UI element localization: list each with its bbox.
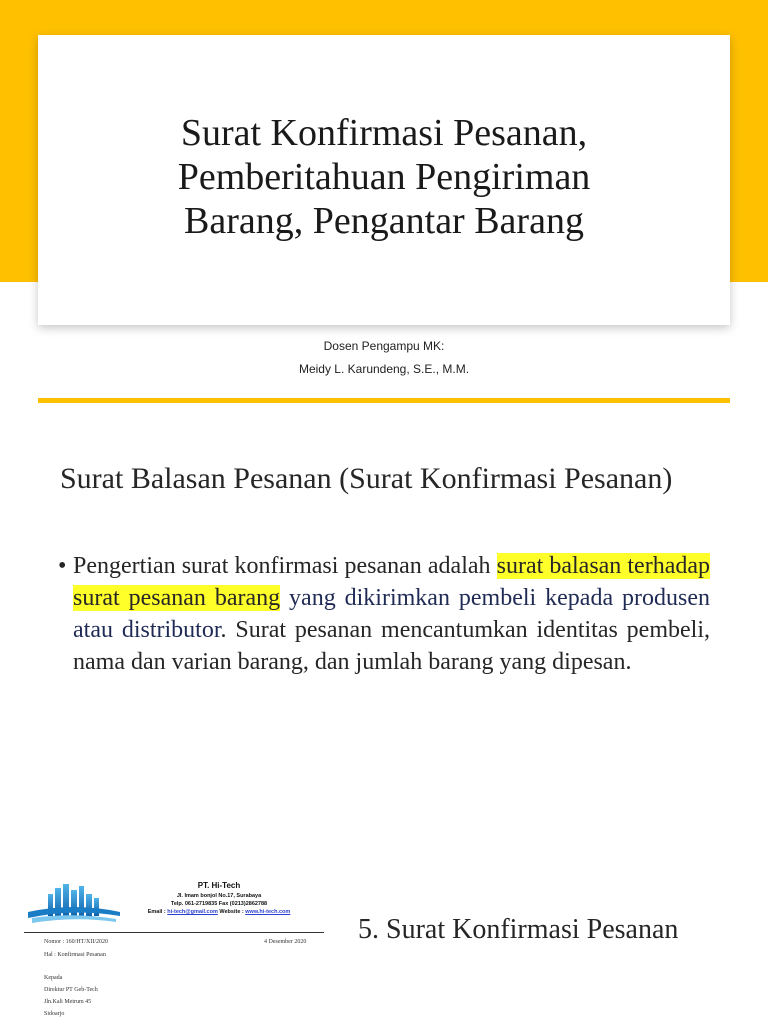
slide-title-5: 5. Surat Konfirmasi Pesanan bbox=[358, 914, 679, 945]
company-logo-icon bbox=[26, 882, 122, 926]
bullet-icon: • bbox=[58, 553, 67, 579]
slide-heading: Surat Balasan Pesanan (Surat Konfirmasi Pesanan) bbox=[60, 462, 673, 495]
bullet-text bbox=[73, 550, 710, 678]
email-label: Email : bbox=[147, 909, 168, 915]
company-contact bbox=[124, 908, 314, 916]
letter-date: 4 Desember 2020 bbox=[264, 939, 307, 945]
letter-subject: Hal : Konfirmasi Pesanan bbox=[44, 952, 106, 958]
bullet-text-part3: . Surat pesanan mencantumkan identitas pembeli, nama dan varian barang, dan jumlah barang yang dipesan. bbox=[73, 617, 710, 675]
company-address: Jl. Imam bonjol No.17, Surabaya bbox=[176, 893, 262, 899]
letter-city: Sidoarjo bbox=[44, 1011, 65, 1017]
title-slide bbox=[0, 0, 768, 420]
highlighted-text: surat balasan terhadap surat pesanan barang bbox=[73, 553, 711, 611]
title-card bbox=[38, 35, 730, 325]
company-phone: Telp. 061-2719835 Fax (0213)2862788 bbox=[170, 901, 268, 907]
bullet-text-part2: yang dikirimkan pembeli kepada produsen atau distributor bbox=[73, 585, 711, 643]
lecturer-name: Meidy L. Karundeng, S.E., M.M. bbox=[298, 362, 470, 376]
letter-number: Nomor : 160/HT/XII/2020 bbox=[44, 939, 108, 945]
bullet-block bbox=[58, 550, 710, 678]
lecturer-label: Dosen Pengampu MK: bbox=[323, 339, 445, 353]
content-slide bbox=[0, 420, 768, 840]
slide-title: Surat Konfirmasi Pesanan, Pemberitahuan Pengiriman Barang, Pengantar Barang bbox=[177, 112, 591, 242]
letter-kepada: Kepada bbox=[44, 975, 63, 981]
letter-image bbox=[16, 876, 328, 1024]
email-link: hi-tech@gmail.com bbox=[167, 909, 218, 915]
letter-recipient: Direktur PT Geb-Tech bbox=[44, 987, 98, 993]
website-label: Website : bbox=[217, 909, 246, 915]
letterhead-rule bbox=[24, 932, 324, 933]
website-link: www.hi-tech.com bbox=[245, 909, 291, 915]
yellow-divider bbox=[38, 398, 730, 403]
letter-street: Jln.Kali Metrum 45 bbox=[44, 999, 92, 1005]
bullet-text-part1: Pengertian surat konfirmasi pesanan adalah bbox=[73, 553, 497, 579]
company-name: PT. Hi-Tech bbox=[197, 881, 241, 890]
company-header bbox=[124, 880, 314, 916]
example-slide bbox=[0, 868, 768, 1024]
